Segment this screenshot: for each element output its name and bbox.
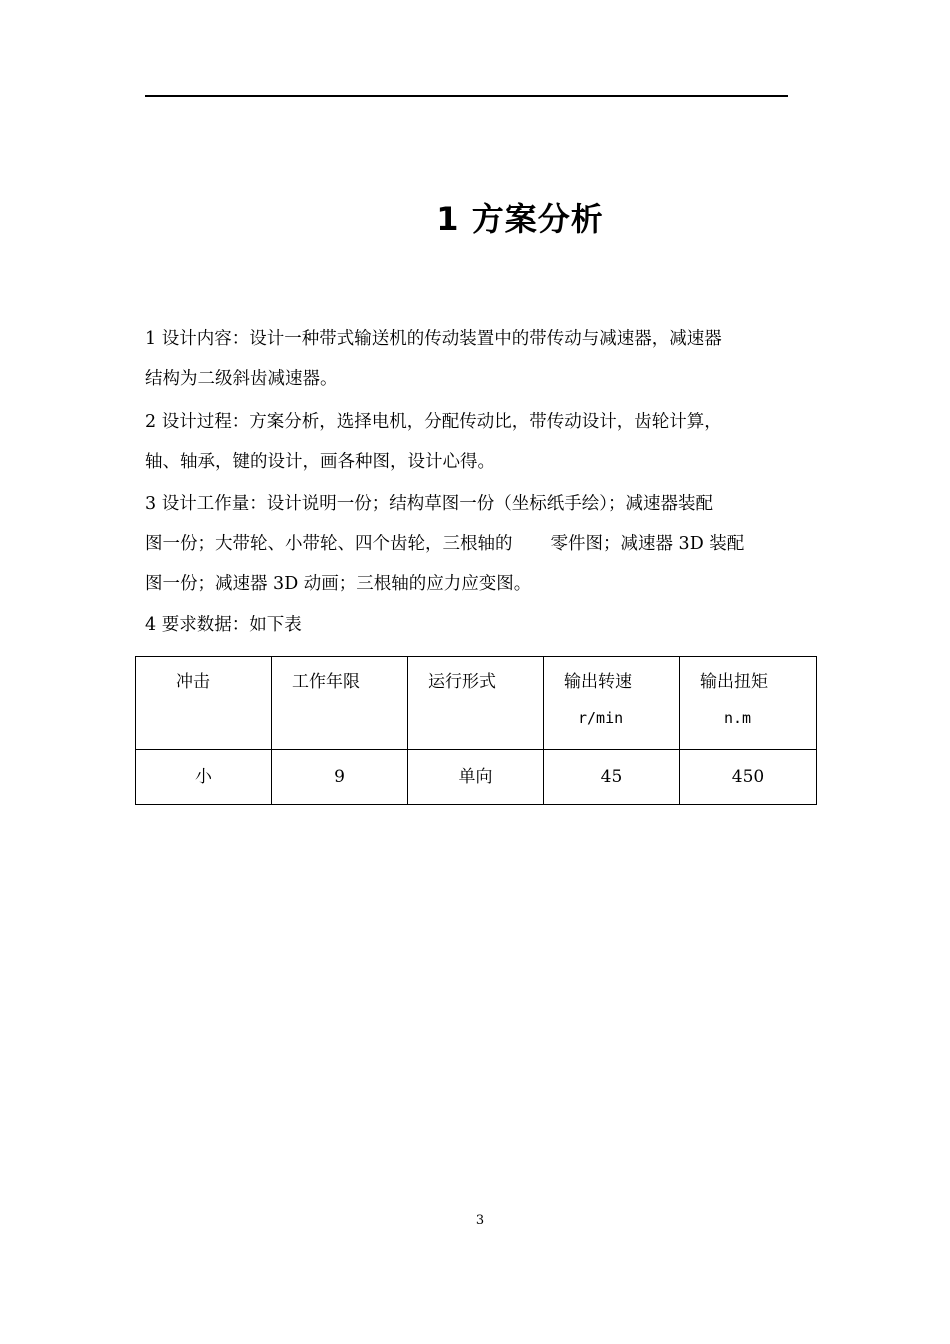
table-cell: [136, 750, 272, 805]
paragraph-line-part: 图一份；大带轮、小带轮、四个齿轮，三根轴的: [145, 534, 513, 554]
table-header-cell: [544, 657, 680, 750]
table-cell: [680, 750, 817, 805]
paragraph-line: 4 要求数据：如下表: [145, 615, 302, 635]
paragraph-line: 图一份；减速器 3D 动画；三根轴的应力应变图。: [145, 574, 532, 594]
paragraph-required-data: [145, 605, 795, 645]
header-label: 运行形式: [428, 672, 496, 692]
table-cell: [408, 750, 544, 805]
header-label: 工作年限: [292, 672, 360, 692]
table-cell: [272, 750, 408, 805]
paragraph-line: [145, 524, 795, 564]
requirements-table: [135, 656, 817, 805]
table-header-cell: [680, 657, 817, 750]
header-unit: n.m: [724, 709, 752, 727]
paragraph-design-content: [145, 319, 795, 399]
chapter-title: 1 方案分析: [436, 200, 604, 238]
paragraph-workload: [145, 484, 795, 604]
cell-value: 450: [731, 767, 765, 787]
header-label: 输出转速: [564, 672, 632, 692]
table-header-cell: [408, 657, 544, 750]
cell-value: 9: [334, 767, 345, 787]
cell-value: 小: [195, 767, 212, 787]
paragraph-line: 轴、轴承，键的设计，画各种图，设计心得。: [145, 452, 495, 472]
cell-value: 单向: [458, 767, 493, 787]
table-header-cell: [136, 657, 272, 750]
paragraph-line: 结构为二级斜齿减速器。: [145, 369, 338, 389]
table-header-cell: [272, 657, 408, 750]
header-rule: [145, 95, 788, 97]
table-cell: [544, 750, 680, 805]
paragraph-line: 1 设计内容：设计一种带式输送机的传动装置中的带传动与减速器，减速器: [145, 329, 722, 349]
paragraph-line-part: 零件图；减速器 3D 装配: [550, 534, 745, 554]
table-row: [136, 750, 817, 805]
header-label: 输出扭矩: [700, 672, 768, 692]
cell-value: 45: [600, 767, 623, 787]
page-number: 3: [475, 1213, 485, 1228]
table-header-row: [136, 657, 817, 750]
header-unit: r/min: [578, 709, 624, 727]
paragraph-design-process: [145, 402, 795, 482]
paragraph-line: 2 设计过程：方案分析，选择电机，分配传动比，带传动设计，齿轮计算，: [145, 412, 722, 432]
header-label: 冲击: [176, 672, 210, 692]
paragraph-line: 3 设计工作量：设计说明一份；结构草图一份（坐标纸手绘）；减速器装配: [145, 494, 713, 514]
